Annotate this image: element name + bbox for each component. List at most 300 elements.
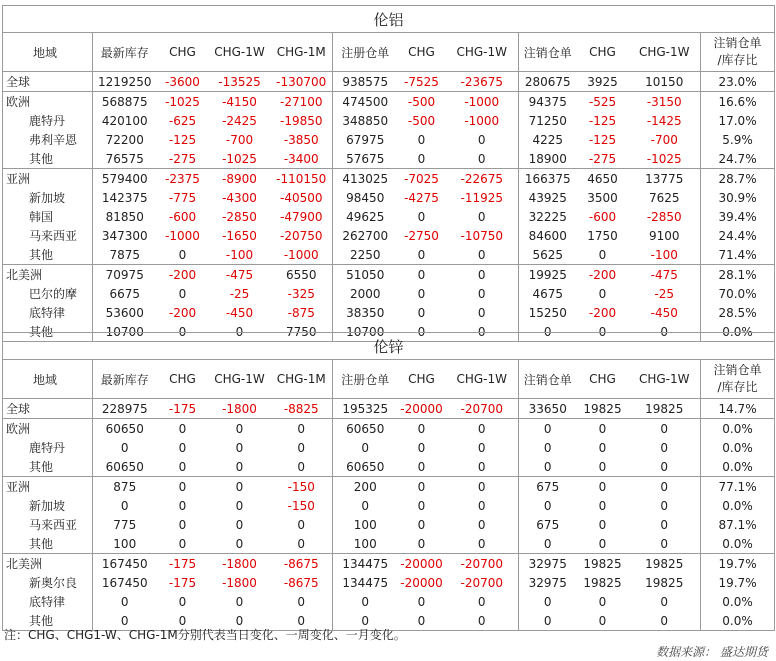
table-cell: -110150: [271, 169, 333, 189]
table-cell: 0: [598, 517, 607, 532]
table-cell: 0: [519, 419, 577, 439]
table-cell: 24.7%: [701, 149, 775, 169]
table-cell: 0: [598, 286, 607, 301]
table-row: [3, 265, 775, 285]
table-cell: -200: [588, 305, 617, 320]
table-cell: 0: [271, 457, 333, 477]
table-cell: 30.9%: [701, 188, 775, 207]
table-cell: 6675: [109, 286, 141, 301]
column-header: CHG: [398, 33, 446, 72]
table-cell: -775: [168, 190, 197, 205]
table-cell: 19825: [583, 401, 622, 416]
table-cell: 84600: [528, 228, 567, 243]
table-cell: 0.0%: [701, 438, 775, 457]
table-cell: 7625: [629, 188, 701, 207]
table-cell: 4225: [532, 132, 564, 147]
table-cell: 2250: [349, 247, 381, 262]
table-cell: 0: [577, 419, 629, 439]
table-cell: -4275: [404, 190, 439, 205]
table-cell: 0: [543, 440, 552, 455]
table-cell: -175: [168, 575, 197, 590]
table-cell: 0: [209, 611, 271, 631]
region-cell: 鹿特丹: [3, 111, 93, 130]
table-cell: 19825: [629, 573, 701, 592]
table-cell: 0: [598, 594, 607, 609]
table-cell: -19850: [271, 111, 333, 130]
table-cell: 0: [178, 440, 187, 455]
table-cell: 19825: [577, 554, 629, 574]
table-cell: 0: [271, 515, 333, 534]
table-cell: 0: [361, 594, 370, 609]
region-cell: 北美洲: [3, 554, 93, 574]
table-title-row: [3, 6, 775, 33]
table-cell: -450: [629, 303, 701, 322]
column-header: 地域: [3, 360, 93, 399]
table-cell: -1025: [157, 92, 209, 112]
table-header-row: [3, 33, 775, 72]
table-cell: -700: [225, 132, 254, 147]
table-cell: -200: [157, 265, 209, 285]
table-cell: 0: [417, 536, 426, 551]
table-cell: 0: [417, 594, 426, 609]
table-cell: 0: [598, 536, 607, 551]
region-cell: 巴尔的摩: [3, 284, 93, 303]
table-cell: 19925: [519, 265, 577, 285]
table-cell: -22675: [446, 169, 519, 189]
table-cell: 49625: [346, 209, 385, 224]
region-cell: 全球: [3, 72, 93, 92]
table-cell: -150: [271, 477, 333, 497]
table-cell: -8900: [209, 169, 271, 189]
table-cell: 0: [629, 322, 701, 342]
table-cell: 60650: [105, 459, 144, 474]
table-cell: 0: [577, 611, 629, 631]
table-cell: -7525: [404, 74, 439, 89]
table-cell: 0: [446, 265, 519, 285]
table-cell: 0: [398, 611, 446, 631]
table-cell: 0: [235, 517, 244, 532]
table-cell: -8675: [271, 573, 333, 592]
table-cell: 77.1%: [701, 477, 775, 497]
table-cell: 0: [446, 322, 519, 342]
table-cell: 0: [235, 536, 244, 551]
table-cell: 0: [446, 515, 519, 534]
table-cell: -13525: [218, 74, 261, 89]
table-row: [3, 284, 775, 303]
column-header: 注销仓单: [519, 33, 577, 72]
table-cell: -150: [271, 496, 333, 515]
column-header: CHG-1W: [209, 33, 271, 72]
table-cell: 19825: [583, 575, 622, 590]
table-cell: -3150: [629, 92, 701, 112]
table-cell: -1025: [222, 151, 257, 166]
table-row: [3, 245, 775, 265]
table-cell: 262700: [342, 228, 389, 243]
table-row: [3, 419, 775, 439]
table-cell: 0: [398, 265, 446, 285]
region-cell: 韩国: [3, 207, 93, 226]
table-cell: -8825: [271, 399, 333, 419]
table-cell: -25: [229, 286, 250, 301]
table-row: [3, 573, 775, 592]
table-cell: -625: [168, 113, 197, 128]
table-cell: 10700: [93, 322, 157, 342]
table-cell: -23675: [446, 72, 519, 92]
table-cell: 16.6%: [701, 92, 775, 112]
table-cell: 0: [398, 322, 446, 342]
table-cell: -275: [588, 151, 617, 166]
table-cell: 0: [629, 534, 701, 554]
table-row: [3, 188, 775, 207]
table-cell: 0: [120, 594, 129, 609]
table-cell: 0: [598, 247, 607, 262]
table-cell: 0.0%: [701, 457, 775, 477]
table-cell: 94375: [519, 92, 577, 112]
table-cell: -175: [168, 401, 197, 416]
table-row: [3, 477, 775, 497]
table-cell: 0: [519, 322, 577, 342]
table-cell: 0.0%: [701, 611, 775, 631]
table-cell: 13775: [629, 169, 701, 189]
table-cell: 167450: [101, 575, 148, 590]
table-cell: -700: [629, 130, 701, 149]
column-header: CHG-1M: [271, 33, 333, 72]
table-cell: 0: [629, 419, 701, 439]
table-cell: 70.0%: [701, 284, 775, 303]
table-cell: 0: [446, 457, 519, 477]
table-cell: 0: [417, 440, 426, 455]
table-cell: -25: [629, 284, 701, 303]
table-cell: 0: [446, 592, 519, 611]
table-cell: -20000: [400, 401, 443, 416]
table-row: [3, 169, 775, 189]
table-row: [3, 554, 775, 574]
column-header: CHG-1W: [629, 360, 701, 399]
table-cell: -1000: [446, 111, 519, 130]
region-cell: 亚洲: [3, 477, 93, 497]
table-cell: 0.0%: [701, 496, 775, 515]
table-cell: 200: [333, 477, 398, 497]
table-cell: 0: [271, 419, 333, 439]
table-cell: -130700: [271, 72, 333, 92]
table-cell: 87.1%: [701, 515, 775, 534]
table-cell: 0: [209, 477, 271, 497]
table-cell: 0: [417, 305, 426, 320]
table-cell: -1650: [222, 228, 257, 243]
column-header-line: /库存比: [717, 380, 758, 394]
table-cell: 14.7%: [701, 399, 775, 419]
table-cell: 0.0%: [701, 419, 775, 439]
table-cell: -175: [157, 554, 209, 574]
footnote: 注：CHG、CHG1-W、CHG-1M分别代表当日变化、一周变化、一月变化。: [4, 628, 406, 642]
table-cell: -600: [588, 209, 617, 224]
table-cell: 0: [446, 207, 519, 226]
table-cell: 19.7%: [701, 554, 775, 574]
table-cell: 0: [417, 498, 426, 513]
table-cell: 19825: [629, 554, 701, 574]
table-row: [3, 515, 775, 534]
table-cell: 57675: [346, 151, 385, 166]
table-cell: 100: [113, 536, 137, 551]
table-cell: 0: [629, 515, 701, 534]
table-cell: 0: [417, 247, 426, 262]
region-cell: 欧洲: [3, 419, 93, 439]
table-cell: 33650: [528, 401, 567, 416]
table-cell: 0: [178, 517, 187, 532]
table-row: [3, 496, 775, 515]
table-cell: -4150: [209, 92, 271, 112]
table-cell: 0: [93, 611, 157, 631]
table-cell: 100: [353, 536, 377, 551]
column-header: 注销仓单: [519, 360, 577, 399]
table-row: [3, 72, 775, 92]
table-cell: 5625: [532, 247, 564, 262]
table-cell: 28.5%: [701, 303, 775, 322]
table-cell: 18900: [528, 151, 567, 166]
table-row: [3, 399, 775, 419]
table-cell: 167450: [93, 554, 157, 574]
table-cell: 98450: [346, 190, 385, 205]
column-header: CHG-1W: [446, 360, 519, 399]
table-cell: -100: [225, 247, 254, 262]
table-cell: 0: [417, 459, 426, 474]
column-header: [701, 33, 775, 72]
table-cell: -200: [577, 265, 629, 285]
table-row: [3, 438, 775, 457]
table-cell: 0: [446, 303, 519, 322]
table-cell: 3500: [587, 190, 618, 205]
table-row: [3, 92, 775, 112]
table-cell: 0: [629, 457, 701, 477]
table-cell: 53600: [105, 305, 144, 320]
table-title-row: [3, 333, 775, 360]
table-cell: 0: [543, 536, 552, 551]
table-cell: 7875: [109, 247, 141, 262]
table-cell: 60650: [346, 459, 385, 474]
table-cell: 347300: [101, 228, 148, 243]
table-cell: 9100: [629, 226, 701, 245]
table-cell: 0: [333, 611, 398, 631]
table-cell: 134475: [333, 554, 398, 574]
table-cell: 4650: [577, 169, 629, 189]
table-row: [3, 111, 775, 130]
table-cell: -20750: [271, 226, 333, 245]
table-cell: -500: [398, 92, 446, 112]
column-header: CHG: [157, 360, 209, 399]
table-cell: 474500: [333, 92, 398, 112]
region-cell: 马来西亚: [3, 515, 93, 534]
table-cell: 413025: [333, 169, 398, 189]
region-cell: 其他: [3, 149, 93, 169]
table-cell: 0: [178, 536, 187, 551]
region-cell: 欧洲: [3, 92, 93, 112]
table-cell: 0: [178, 498, 187, 513]
region-cell: 北美洲: [3, 265, 93, 285]
table-cell: 0: [157, 322, 209, 342]
table-cell: 0: [446, 496, 519, 515]
table-row: [3, 457, 775, 477]
column-header-line: /库存比: [717, 53, 758, 67]
table-cell: 0: [598, 498, 607, 513]
table-cell: 72200: [105, 132, 144, 147]
column-header: 最新库存: [93, 360, 157, 399]
table-cell: 0: [120, 440, 129, 455]
table-cell: -1425: [629, 111, 701, 130]
table-cell: 420100: [101, 113, 148, 128]
table-cell: -2425: [222, 113, 257, 128]
table-cell: 15250: [528, 305, 567, 320]
table-cell: 2000: [349, 286, 381, 301]
table-cell: 0: [577, 477, 629, 497]
table-cell: -275: [168, 151, 197, 166]
table-cell: -2850: [222, 209, 257, 224]
table-cell: -20700: [446, 554, 519, 574]
table-cell: 0: [417, 132, 426, 147]
table-cell: -125: [588, 113, 617, 128]
table-cell: 0: [446, 130, 519, 149]
table-cell: -2750: [404, 228, 439, 243]
table-cell: -600: [168, 209, 197, 224]
column-header: CHG: [157, 33, 209, 72]
table-cell: 228975: [101, 401, 148, 416]
region-cell: 新奥尔良: [3, 573, 93, 592]
table-cell: 32975: [519, 554, 577, 574]
table-cell: 0: [417, 209, 426, 224]
table-cell: -1800: [222, 575, 257, 590]
table-cell: 0.0%: [701, 534, 775, 554]
table-cell: 166375: [519, 169, 577, 189]
table-cell: 6550: [271, 265, 333, 285]
table-cell: -4300: [222, 190, 257, 205]
column-header: 注册仓单: [333, 33, 398, 72]
table-cell: 0: [361, 440, 370, 455]
table-cell: 0: [577, 322, 629, 342]
table-cell: -1000: [446, 92, 519, 112]
region-cell: 鹿特丹: [3, 438, 93, 457]
table-cell: 32225: [528, 209, 567, 224]
table-cell: -20700: [446, 573, 519, 592]
table-cell: 24.4%: [701, 226, 775, 245]
table-cell: 0: [629, 496, 701, 515]
table-cell: -200: [168, 305, 197, 320]
table-row: [3, 130, 775, 149]
table-cell: 0: [235, 594, 244, 609]
column-header: CHG-1W: [629, 33, 701, 72]
table-cell: -3400: [271, 149, 333, 169]
column-header: CHG: [577, 360, 629, 399]
table-cell: 3925: [587, 74, 618, 89]
table-header-row: [3, 360, 775, 399]
table-cell: 32975: [528, 575, 567, 590]
column-header: 最新库存: [93, 33, 157, 72]
table-cell: 0: [417, 517, 426, 532]
table-cell: 0: [543, 459, 552, 474]
table-cell: 0: [446, 534, 519, 554]
region-cell: 弗利辛恩: [3, 130, 93, 149]
table-cell: 51050: [333, 265, 398, 285]
table-cell: -20000: [400, 575, 443, 590]
region-cell: 新加坡: [3, 496, 93, 515]
table-cell: -525: [577, 92, 629, 112]
table-cell: 38350: [346, 305, 385, 320]
region-cell: 其他: [3, 322, 93, 342]
table-cell: 0: [446, 611, 519, 631]
table-cell: 39.4%: [701, 207, 775, 226]
table-cell: 70975: [93, 265, 157, 285]
table-cell: 0: [446, 284, 519, 303]
table-cell: 0: [271, 534, 333, 554]
table-cell: -100: [629, 245, 701, 265]
table-cell: -325: [271, 284, 333, 303]
table-cell: 348850: [342, 113, 389, 128]
table-cell: 0: [157, 477, 209, 497]
table-row: [3, 592, 775, 611]
column-header: CHG-1W: [446, 33, 519, 72]
table-cell: 43925: [528, 190, 567, 205]
table-cell: 71250: [528, 113, 567, 128]
table-cell: 0: [398, 419, 446, 439]
table-cell: 0: [446, 245, 519, 265]
column-header-line: 注销仓单: [713, 36, 762, 50]
table-cell: 0: [398, 477, 446, 497]
table-cell: -40500: [271, 188, 333, 207]
table-cell: 10700: [333, 322, 398, 342]
table-cell: -10750: [446, 226, 519, 245]
table-cell: 1750: [587, 228, 618, 243]
table-cell: 67975: [346, 132, 385, 147]
table-row: [3, 207, 775, 226]
table-cell: 579400: [93, 169, 157, 189]
table-cell: -11925: [446, 188, 519, 207]
table-cell: 0: [361, 498, 370, 513]
table-cell: 875: [93, 477, 157, 497]
table-cell: 0: [157, 611, 209, 631]
table-cell: 0: [629, 611, 701, 631]
table-cell: 0: [120, 498, 129, 513]
table-cell: 0.0%: [701, 592, 775, 611]
column-header: 注册仓单: [333, 360, 398, 399]
table-cell: 0: [417, 286, 426, 301]
table-cell: 938575: [342, 74, 389, 89]
table-cell: -20000: [398, 554, 446, 574]
table-row: [3, 226, 775, 245]
table-cell: 142375: [101, 190, 148, 205]
table-cell: -475: [629, 265, 701, 285]
table-cell: 0: [271, 438, 333, 457]
table-cell: -875: [271, 303, 333, 322]
table-cell: 0: [178, 459, 187, 474]
region-cell: 其他: [3, 245, 93, 265]
table-cell: 60650: [333, 419, 398, 439]
table-cell: 0: [629, 592, 701, 611]
region-cell: 亚洲: [3, 169, 93, 189]
table-cell: 0: [598, 440, 607, 455]
table-cell: 71.4%: [701, 245, 775, 265]
table-cell: -3600: [165, 74, 200, 89]
table-cell: 19825: [629, 399, 701, 419]
table-cell: -27100: [271, 92, 333, 112]
table-cell: -7025: [398, 169, 446, 189]
table-cell: 17.0%: [701, 111, 775, 130]
table-cell: 10150: [629, 72, 701, 92]
table-title: 伦锌: [3, 333, 775, 360]
table-cell: 775: [113, 517, 137, 532]
table-cell: 5.9%: [701, 130, 775, 149]
table-title: 伦铝: [3, 6, 775, 33]
table-cell: -125: [588, 132, 617, 147]
table-cell: 0: [271, 592, 333, 611]
table-cell: 81850: [105, 209, 144, 224]
